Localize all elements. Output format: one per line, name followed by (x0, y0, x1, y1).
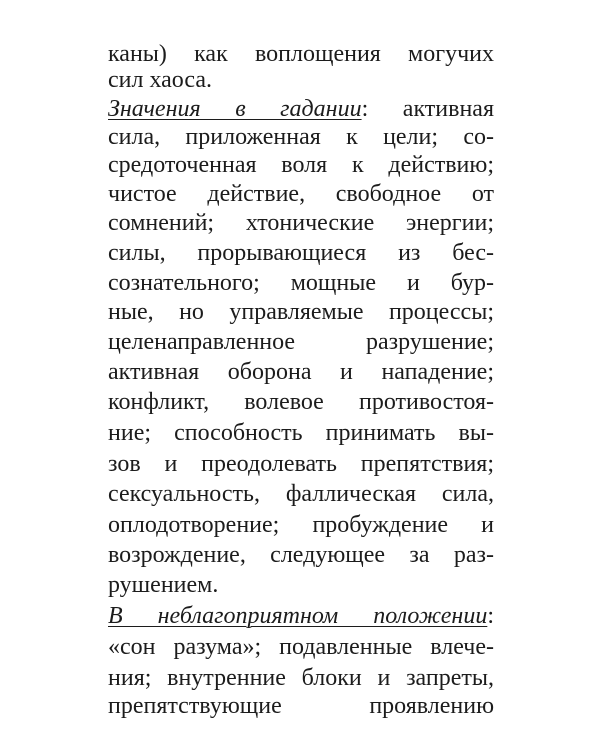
text-line: целенаправленное разрушение; (108, 329, 494, 355)
text-line: возрождение, следующее за раз- (108, 542, 494, 568)
divination-heading: Значения в гадании (108, 96, 362, 122)
text-line: каны) как воплощения могучих (108, 41, 494, 67)
text-line: ния; внутренние блоки и запреты, (108, 665, 494, 691)
text-line: ние; способность принимать вы- (108, 420, 494, 446)
section-heading-line (108, 94, 494, 124)
text-line: силы, прорывающиеся из бес- (108, 240, 494, 266)
text-line: сил хаоса. (108, 67, 213, 93)
heading-suffix: : (487, 603, 494, 629)
text-line: «сон разума»; подавленные влече- (108, 634, 494, 660)
text-line: конфликт, волевое противостоя- (108, 389, 494, 415)
text-line: сознательного; мощные и бур- (108, 270, 494, 296)
text-line: препятствующие проявлению (108, 693, 494, 719)
text-line: сексуальность, фаллическая сила, (108, 481, 494, 507)
text-line: зов и преодолевать препятствия; (108, 451, 494, 477)
text-line: средоточенная воля к действию; (108, 152, 494, 178)
text-line: сомнений; хтонические энергии; (108, 210, 494, 236)
text-line: рушением. (108, 572, 219, 598)
unfavorable-heading: В неблагоприятном положении (108, 603, 488, 629)
text-line: оплодотворение; пробуждение и (108, 512, 494, 538)
text-line: ные, но управляемые процессы; (108, 299, 494, 325)
text-line: активная оборона и нападение; (108, 359, 494, 385)
text-line: чистое действие, свободное от (108, 181, 494, 207)
text-line: сила, приложенная к цели; со- (108, 124, 494, 150)
section-heading-line (108, 601, 494, 631)
heading-suffix: : активная (361, 96, 494, 122)
